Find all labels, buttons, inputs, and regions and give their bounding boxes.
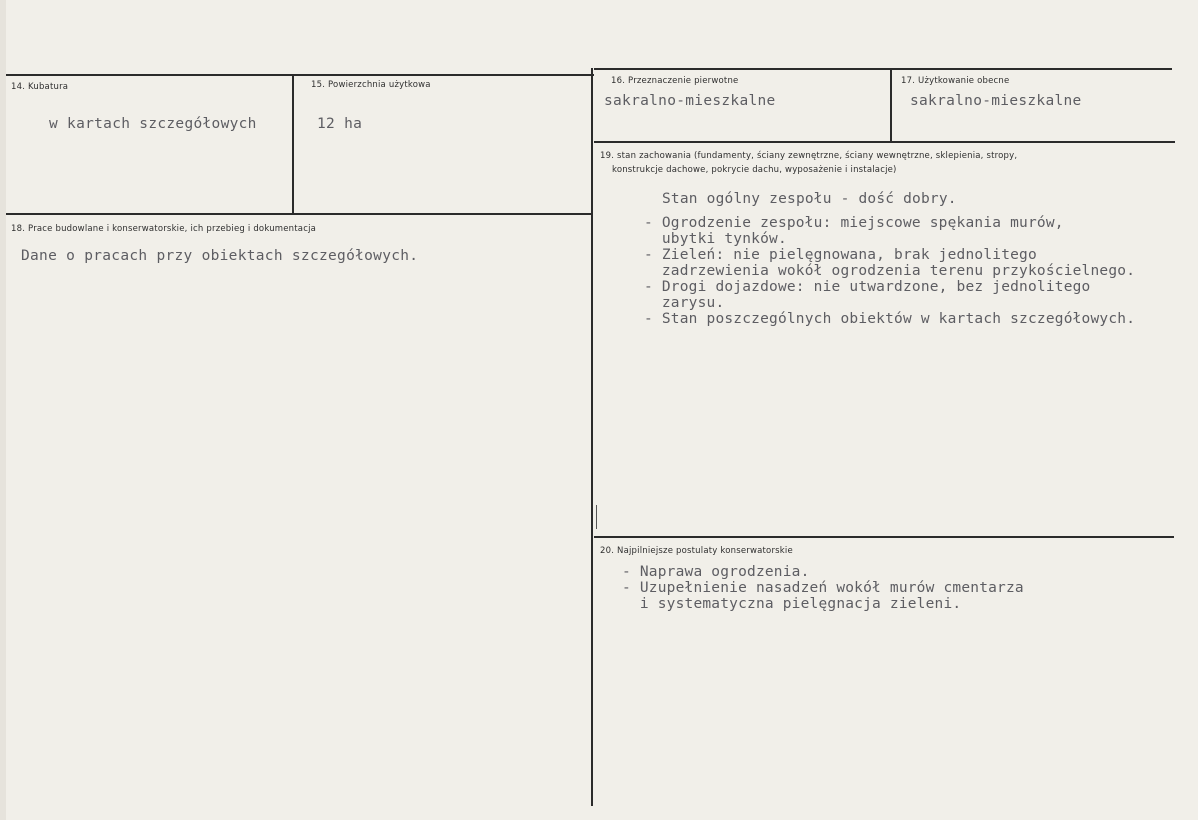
condition-line: zarysu. [644,295,725,311]
field-18-value: Dane o pracach przy obiektach szczegółowych. [21,248,419,264]
field-17-value: sakralno-mieszkalne [910,93,1082,109]
field-14-label: 14. Kubatura [11,82,69,92]
paper-edge-shade [0,0,6,820]
field-20-postulates-list [622,564,1024,612]
field-16-value: sakralno-mieszkalne [604,93,776,109]
field-19-condition-list [644,191,1135,327]
field-18-label: 18. Prace budowlane i konserwatorskie, ich przebieg i dokumentacja [11,224,317,234]
field-16-label: 16. Przeznaczenie pierwotne [611,76,739,86]
postulate-line: - Uzupełnienie nasadzeń wokół murów cmentarza [622,580,1024,596]
field-20-label: 20. Najpilniejsze postulaty konserwatorskie [600,546,793,556]
field-14-value: w kartach szczegółowych [49,116,257,132]
postulate-line: i systematyczna pielęgnacja zieleni. [622,596,962,612]
rule-below-14-15 [6,213,591,215]
field-17-label: 17. Użytkowanie obecne [901,76,1010,86]
field-19-label-line2: konstrukcje dachowe, pokrycie dachu, wyposażenie i instalacje) [612,165,897,175]
rule-below-16-17 [594,141,1175,143]
field-19-label-line1: 19. stan zachowania (fundamenty, ściany zewnętrzne, ściany wewnętrzne, sklepienia, stropy, [600,151,1018,161]
top-rule-left [6,74,594,76]
condition-line: Stan ogólny zespołu - dość dobry. [662,191,957,207]
short-tick-19 [596,505,597,529]
divider-14-15 [292,74,294,214]
field-15-value: 12 ha [317,116,363,132]
condition-line: - Stan poszczególnych obiektów w kartach szczegółowych. [644,311,1136,327]
rule-above-20 [594,536,1174,538]
condition-line: ubytki tynków. [644,231,787,247]
postulate-line: - Naprawa ogrodzenia. [622,564,810,580]
top-rule-right [594,68,1172,70]
divider-16-17 [890,68,892,142]
condition-line: - Zieleń: nie pielęgnowana, brak jednolitego [644,247,1037,263]
condition-line: - Drogi dojazdowe: nie utwardzone, bez jednolitego [644,279,1091,295]
condition-line: - Ogrodzenie zespołu: miejscowe spękania murów, [644,215,1064,231]
main-column-divider [591,68,593,806]
condition-line: zadrzewienia wokół ogrodzenia terenu przykościelnego. [644,263,1136,279]
field-15-label: 15. Powierzchnia użytkowa [311,80,431,90]
